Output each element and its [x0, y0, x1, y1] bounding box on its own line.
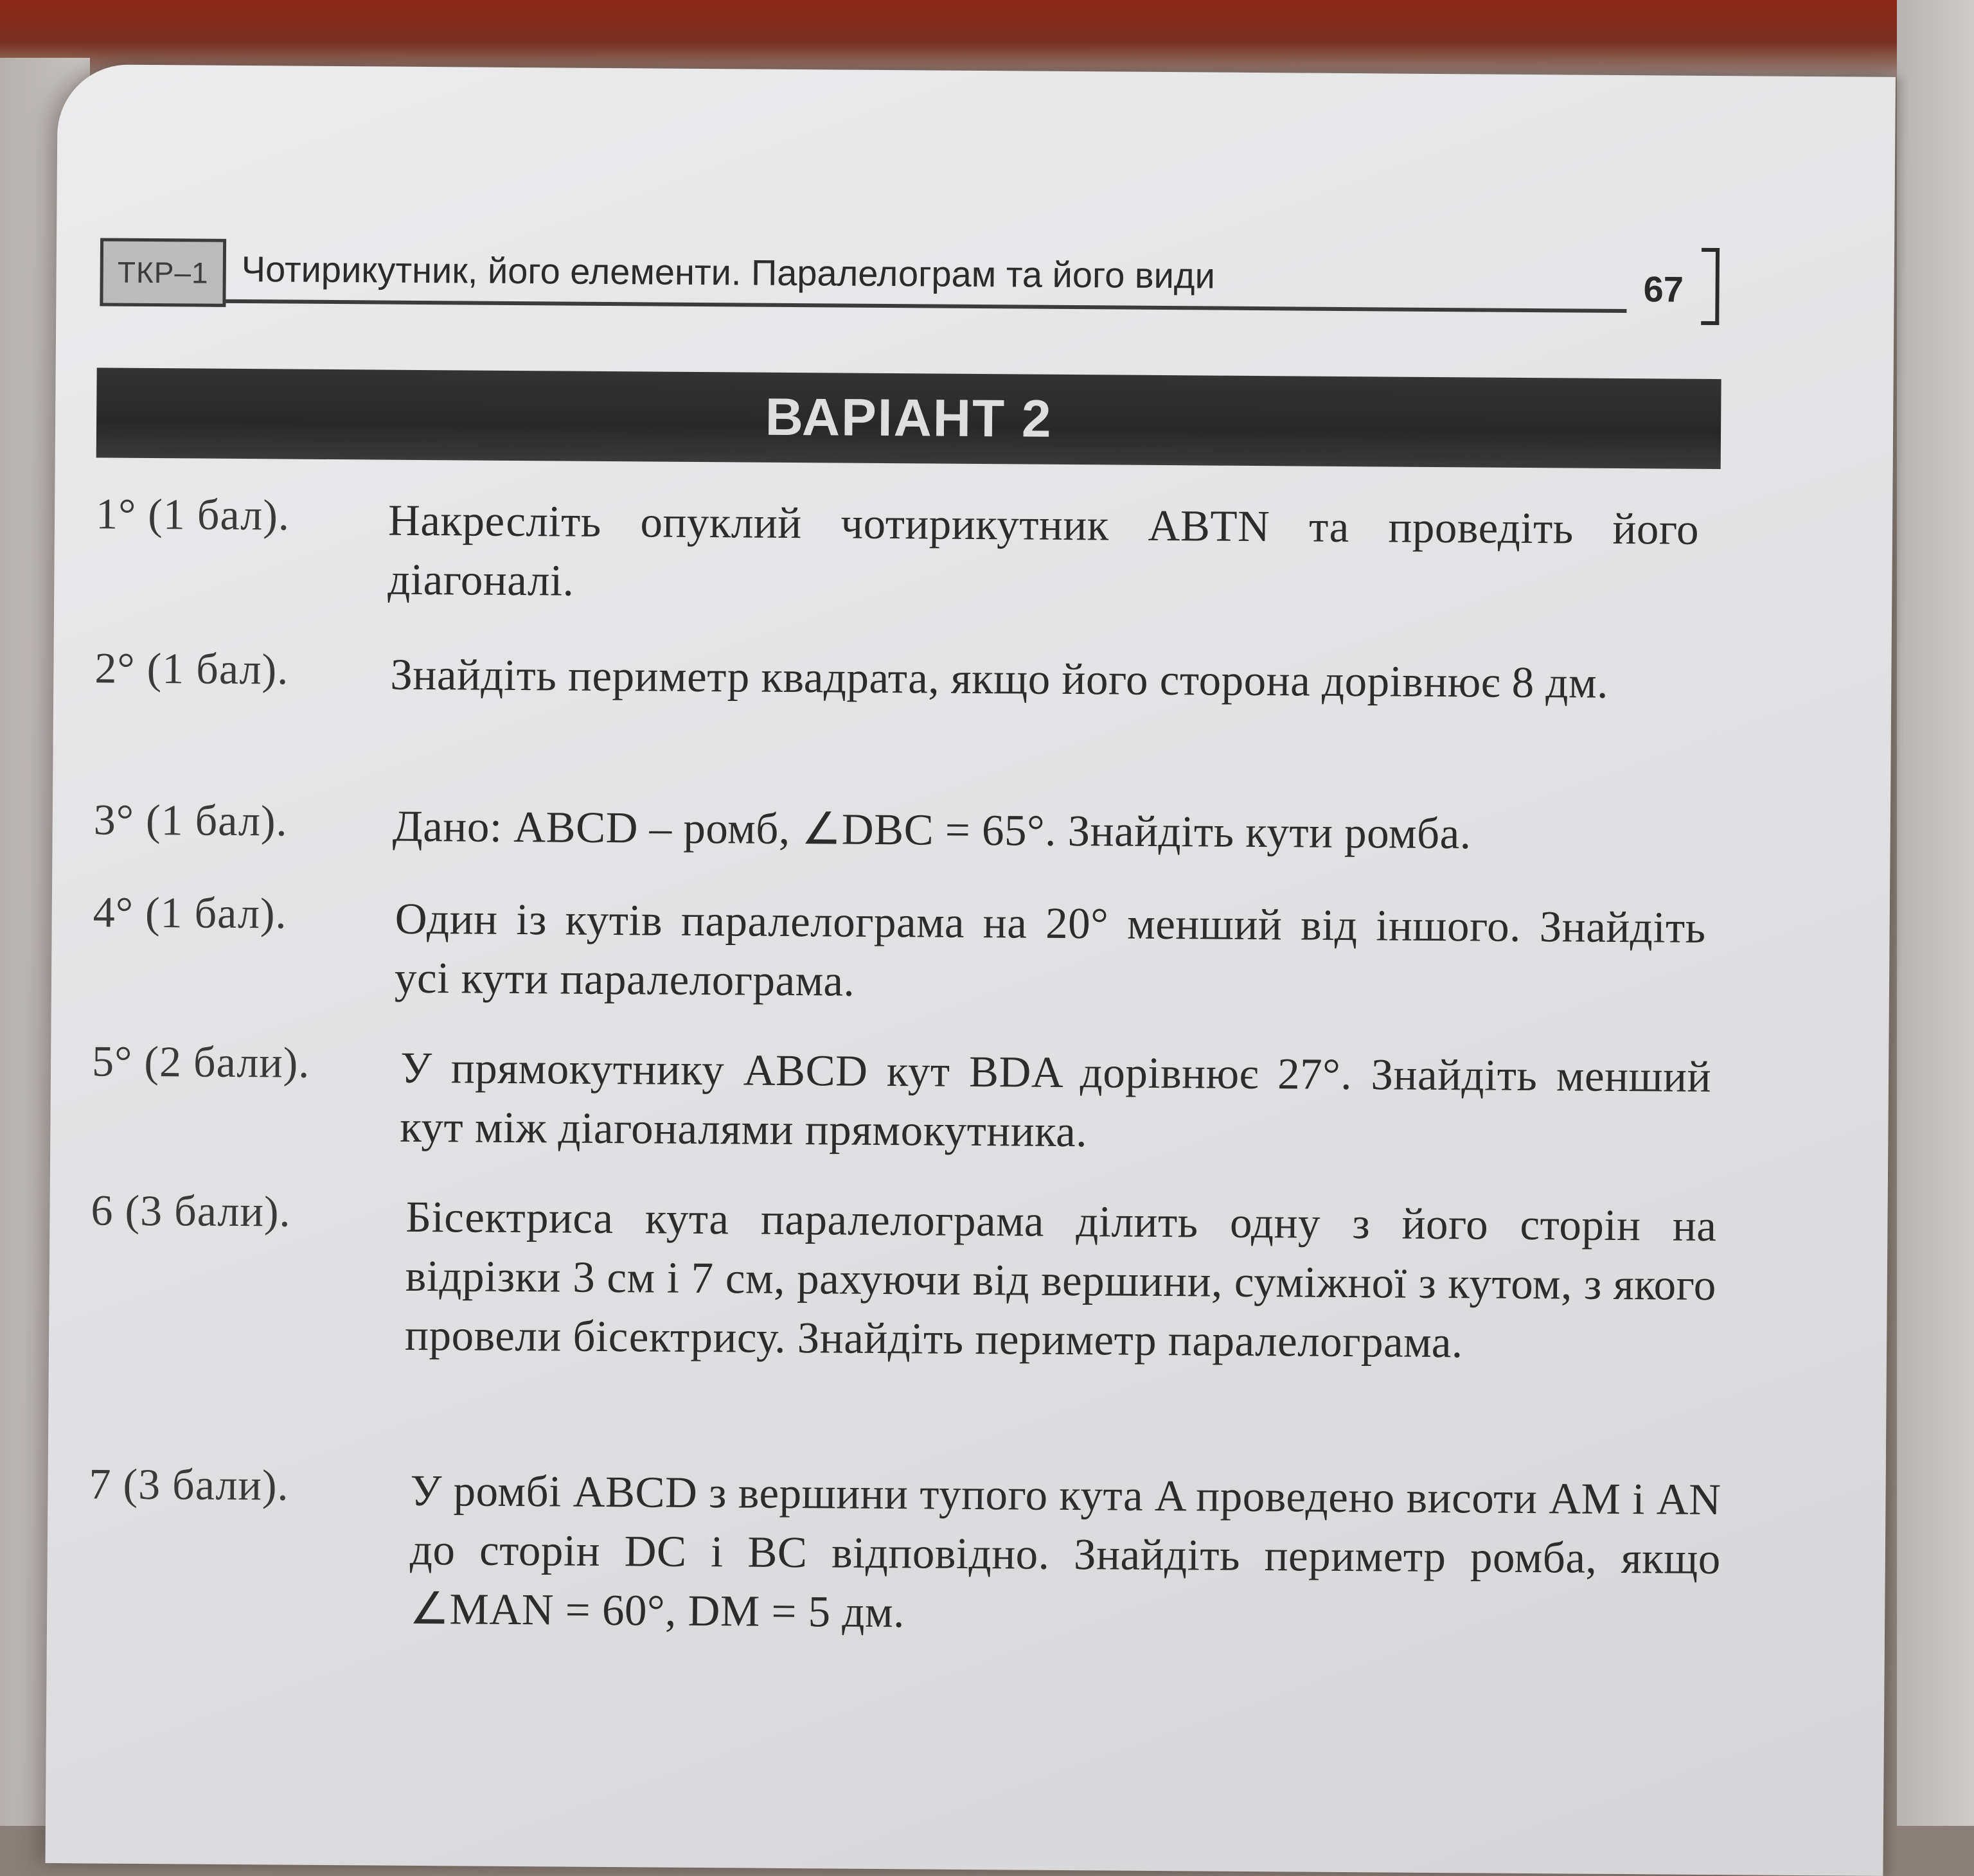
task-number: 4° (1 бал).: [93, 887, 287, 938]
task-7: [89, 1458, 1747, 1637]
task-text: Дано: ABCD – ромб, ∠DBC = 65°. Знайдіть кути ромба.: [392, 801, 1472, 858]
task-text: Накресліть опуклий чотирикутник ABTN та проведіть його діагоналі.: [387, 495, 1700, 605]
task-number: 3° (1 бал).: [93, 795, 288, 845]
section-tag-label: ТКР–1: [117, 255, 209, 290]
task-2: [94, 642, 1753, 707]
task-1: [95, 488, 1754, 605]
running-header-title: Чотирикутник, його елементи. Паралелограм та його види: [241, 249, 1216, 296]
variant-title: ВАРІАНТ 2: [765, 387, 1053, 448]
section-tag: [100, 238, 226, 306]
header-divider: [226, 299, 1626, 313]
task-6: [91, 1185, 1749, 1367]
page-number-bracket: [1701, 248, 1720, 325]
task-number: 2° (1 бал).: [94, 643, 289, 694]
background-right: [1897, 0, 1974, 1826]
task-4: [93, 887, 1751, 1005]
task-number: 5° (2 бали).: [91, 1036, 310, 1087]
task-text: У прямокутнику ABCD кут BDA дорівнює 27°. Знайдіть менший кут між діагоналями прямокутника.: [400, 1043, 1712, 1156]
task-number: 1° (1 бал).: [95, 489, 290, 540]
task-number: 7 (3 бали).: [89, 1459, 289, 1510]
task-text: Один із кутів паралелограма на 20° менший від іншого. Знайдіть усі кути паралелограма.: [394, 894, 1706, 1005]
variant-banner: [96, 367, 1721, 469]
task-text: Знайдіть периметр квадрата, якщо його сторона дорівнює 8 дм.: [390, 650, 1609, 707]
book-page: [45, 64, 1895, 1876]
task-text: Бісектриса кута паралелограма ділить одну з його сторін на відрізки 3 см і 7 см, рахуючи від вершини, суміжної з кутом, з якого провели бісектрису. Знайдіть периметр паралелограма.: [404, 1192, 1717, 1367]
task-3: [93, 794, 1752, 858]
task-5: [91, 1036, 1750, 1156]
task-text: У ромбі ABCD з вершини тупого кута A проведено висоти AM і AN до сторін DC і BC відповідно. Знайдіть периметр ромба, якщо ∠MAN = 60°, DM = 5 дм.: [409, 1465, 1721, 1637]
task-number: 6 (3 бали).: [91, 1185, 291, 1236]
page-number: 67: [1643, 269, 1684, 310]
